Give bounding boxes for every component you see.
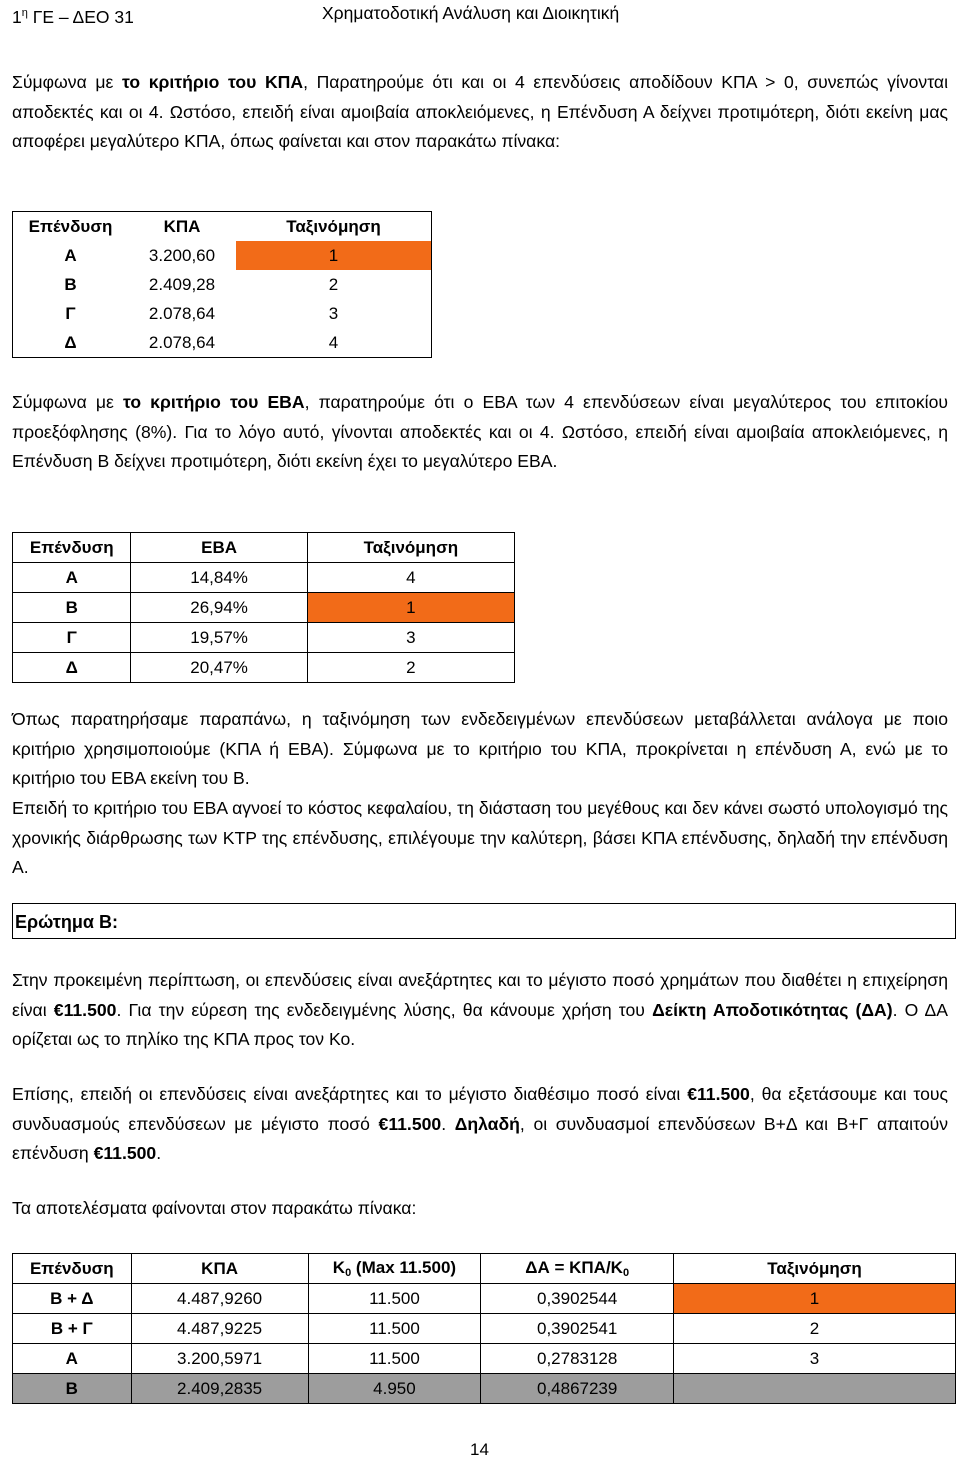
table-header-row: Επένδυση ΚΠΑ Ταξινόμηση bbox=[28, 216, 381, 236]
table-row: Β + Γ 4.487,9225 11.500 0,3902541 2 bbox=[13, 1314, 956, 1344]
paragraph-eba: Σύμφωνα με το κριτήριο του ΕΒΑ, παρατηρούμε ότι ο ΕΒΑ των 4 επενδύσεων είναι μεγαλύτερος του επιτοκίου προεξόφλησης (8%). Για το λόγο αυτό, γίνονται αποδεκτές και οι 4. Ωστόσο, επειδή είναι αμοιβαία αποκλειόμενες, η Επένδυση Β δείχνει προτιμότερη, διότι εκείνη έχει το μεγαλύτερο ΕΒΑ. bbox=[12, 392, 948, 472]
paragraph-combinations: Επίσης, επειδή οι επενδύσεις είναι ανεξάρτητες και το μέγιστο διαθέσιμο ποσό είναι €11.500, θα εξετάσουμε και τους συνδυασμούς επενδύσεων με μέγιστο ποσό €11.500. Δηλαδή, οι συνδυασμοί επενδύσεων Β+Δ και Β+Γ απαιτούν επένδυση €11.500. bbox=[12, 1084, 949, 1164]
table-row: Γ 2.078,64 3 bbox=[65, 303, 339, 323]
paragraph-comparison: Όπως παρατηρήσαμε παραπάνω, η ταξινόμηση των ενδεδειγμένων επενδύσεων μεταβάλλεται ανάλογα με ποιο κριτήριο χρησιμοποιούμε (ΚΠΑ ή ΕΒΑ). Σύμφωνα με το κριτήριο του ΚΠΑ, προκρίνεται η επένδυση Α, ενώ με το κριτήριο του ΕΒΑ εκείνη του Β. bbox=[12, 709, 948, 789]
table-row: Α 14,84% 4 bbox=[13, 563, 515, 593]
table-da bbox=[12, 1253, 956, 1404]
paragraph-kpa: Σύμφωνα με το κριτήριο του ΚΠΑ, Παρατηρούμε ότι και οι 4 επενδύσεις αποδίδουν ΚΠΑ > 0, συνεπώς γίνονται αποδεκτές και οι 4. Ωστόσο, επειδή είναι αμοιβαία αποκλειόμενες, η Επένδυση Α δείχνει προτιμότερη, διότι εκείνη μας αποφέρει μεγαλύτερο ΚΠΑ, όπως φαίνεται και στον παρακάτω πίνακα: bbox=[12, 72, 948, 152]
table-eba bbox=[12, 532, 515, 683]
table-header-row: Επένδυση ΚΠΑ $K_0$ (Max 11.500) ΔΑ = ΚΠΑ/$K_0$ Ταξινόμηση bbox=[13, 1254, 956, 1284]
page-number: 14 bbox=[470, 1440, 489, 1459]
table-row: Α 3.200,60 1 bbox=[13, 241, 432, 270]
paragraph-conclusion: Επειδή το κριτήριο του ΕΒΑ αγνοεί το κόστος κεφαλαίου, τη διάσταση του μεγέθους και δεν κάνει σωστό υπολογισμό της χρονικής διάρθρωσης των ΚΤΡ της επένδυσης, επιλέγουμε την καλύτερη, βάσει ΚΠΑ επένδυσης, δηλαδή την επένδυση Α. bbox=[12, 798, 948, 878]
table-row: Β 2.409,2835 4.950 0,4867239 bbox=[13, 1374, 956, 1404]
header-left: $1^\eta$ ΓΕ – ΔΕΟ 31 bbox=[12, 7, 134, 27]
paragraph-results: Τα αποτελέσματα φαίνονται στον παρακάτω πίνακα: bbox=[12, 1198, 417, 1218]
question-heading: Ερώτημα Β: bbox=[12, 903, 956, 939]
table-row: Β + Δ 4.487,9260 11.500 0,3902544 1 bbox=[13, 1284, 956, 1314]
table-row: Α 3.200,5971 11.500 0,2783128 3 bbox=[13, 1344, 956, 1374]
table-row: Β 26,94% 1 bbox=[13, 593, 515, 623]
table-kpa bbox=[12, 211, 432, 358]
table-row: Γ 19,57% 3 bbox=[13, 623, 515, 653]
table-row: Δ 20,47% 2 bbox=[13, 653, 515, 683]
page-header bbox=[12, 0, 948, 30]
table-header-row: Επένδυση ΕΒΑ Ταξινόμηση bbox=[13, 533, 515, 563]
header-title: Χρηματοδοτική Ανάλυση και Διοικητική bbox=[322, 3, 620, 23]
table-row: Δ 2.078,64 4 bbox=[64, 332, 339, 352]
paragraph-da: Στην προκειμένη περίπτωση, οι επενδύσεις είναι ανεξάρτητες και το μέγιστο ποσό χρημάτων που διαθέτει η επιχείρηση είναι €11.500. Για την εύρεση της ενδεδειγμένης λύσης, θα κάνουμε χρήση του Δείκτη Αποδοτικότητας (ΔΑ). Ο ΔΑ ορίζεται ως το πηλίκο της ΚΠΑ προς τον Κο. bbox=[12, 970, 949, 1050]
table-row: Β 2.409,28 2 bbox=[64, 274, 339, 294]
